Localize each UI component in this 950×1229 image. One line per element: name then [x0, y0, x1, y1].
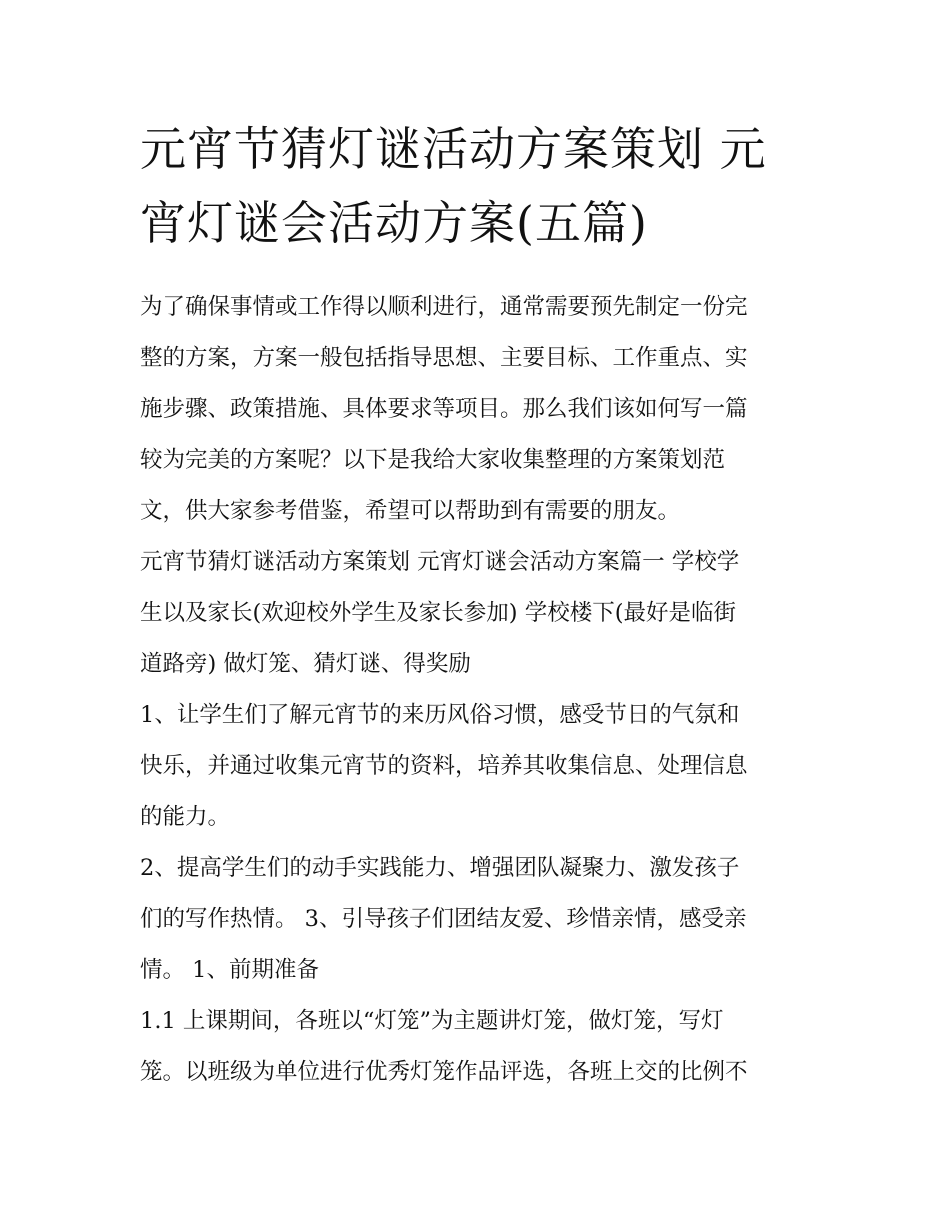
body-line: 们的写作热情。 3、引导孩子们团结友爱、珍惜亲情，感受亲 [140, 906, 747, 932]
body-line: 2、提高学生们的动手实践能力、增强团队凝聚力、激发孩子 [140, 855, 740, 881]
body-line: 笼。以班级为单位进行优秀灯笼作品评选，各班上交的比例不 [140, 1059, 748, 1085]
body-line: 生以及家长(欢迎校外学生及家长参加) 学校楼下(最好是临街 [140, 600, 736, 626]
body-line: 1、让学生们了解元宵节的来历风俗习惯，感受节日的气氛和 [140, 702, 740, 728]
body-line: 情。 1、前期准备 [140, 957, 319, 983]
body-line: 的能力。 [140, 804, 231, 830]
body-line: 1.1 上课期间，各班以“灯笼”为主题讲灯笼，做灯笼，写灯 [140, 1008, 724, 1034]
body-line: 较为完美的方案呢？以下是我给大家收集整理的方案策划范 [140, 447, 726, 473]
document-title: 元宵节猜灯谜活动方案策划 元 宵灯谜会活动方案(五篇) [140, 122, 767, 250]
body-line: 整的方案，方案一般包括指导思想、主要目标、工作重点、实 [140, 345, 748, 371]
body-line: 元宵节猜灯谜活动方案策划 元宵灯谜会活动方案篇一 学校学 [140, 549, 740, 575]
body-line: 文，供大家参考借鉴，希望可以帮助到有需要的朋友。 [140, 498, 681, 524]
body-line: 为了确保事情或工作得以顺利进行，通常需要预先制定一份完 [140, 294, 748, 320]
document-body [140, 282, 830, 1098]
body-line: 道路旁) 做灯笼、猜灯谜、得奖励 [140, 651, 471, 677]
body-line: 快乐，并通过收集元宵节的资料，培养其收集信息、处理信息 [140, 753, 748, 779]
body-line: 施步骤、政策措施、具体要求等项目。那么我们该如何写一篇 [140, 396, 748, 422]
